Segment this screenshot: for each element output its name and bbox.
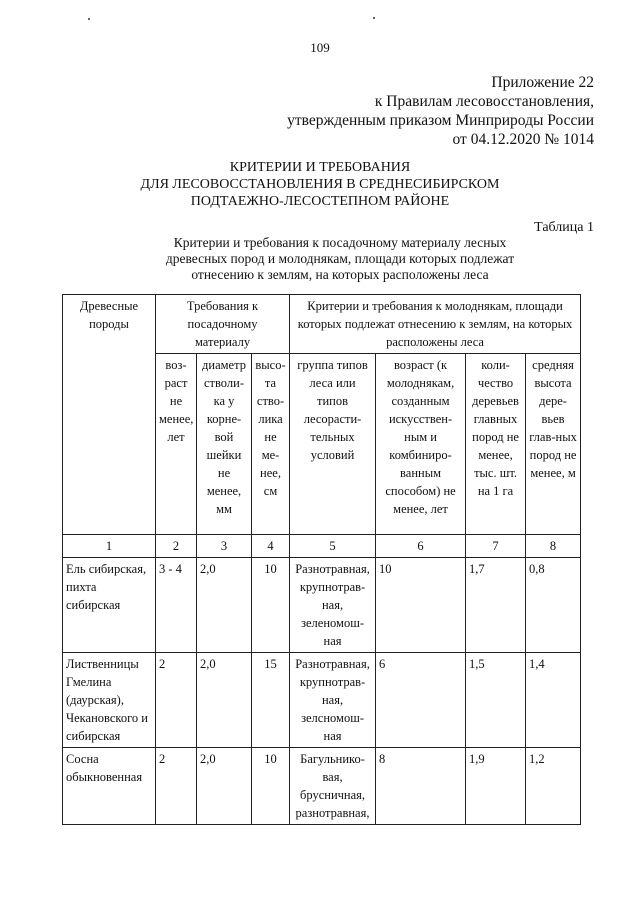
table-label: Таблица 1 bbox=[534, 220, 594, 235]
subheader-average-height: средняя высота дере-вьев глав-ных пород не менее, м bbox=[526, 354, 581, 535]
title-line: ДЛЯ ЛЕСОВОССТАНОВЛЕНИЯ В СРЕДНЕСИБИРСКОМ bbox=[140, 177, 500, 192]
cell-tree-count: 1,5 bbox=[466, 653, 526, 748]
cell-average-height: 0,8 bbox=[526, 558, 581, 653]
column-number: 4 bbox=[252, 535, 290, 558]
table-header-row bbox=[63, 295, 581, 354]
cell-height: 10 bbox=[252, 558, 290, 653]
cell-forest-type: Разнотравная, крупнотрав-ная, зеленомош-ная bbox=[290, 558, 376, 653]
subheader-diameter: диаметр стволи-ка у корне-вой шейки не менее, мм bbox=[197, 354, 252, 535]
appendix-line: к Правилам лесовосстановления, bbox=[374, 93, 594, 110]
header-young-stands: Критерии и требования к молоднякам, площади которых подлежат отнесению к землям, на которых расположены леса bbox=[290, 295, 581, 354]
table-row bbox=[63, 748, 581, 825]
cell-species: Сосна обыкновенная bbox=[63, 748, 156, 825]
column-number: 7 bbox=[466, 535, 526, 558]
scan-speck bbox=[373, 17, 375, 19]
subheader-tree-count: коли-чество деревьев главных пород не менее, тыс. шт. на 1 га bbox=[466, 354, 526, 535]
cell-height: 10 bbox=[252, 748, 290, 825]
criteria-table bbox=[62, 294, 581, 825]
appendix-line: от 04.12.2020 № 1014 bbox=[452, 131, 594, 148]
table-row bbox=[63, 558, 581, 653]
scan-speck bbox=[88, 18, 90, 20]
caption-line: древесных пород и молоднякам, площади которых подлежат bbox=[165, 251, 515, 266]
column-number: 3 bbox=[197, 535, 252, 558]
cell-diameter: 2,0 bbox=[197, 748, 252, 825]
appendix-reference bbox=[287, 73, 594, 149]
subheader-young-age: возраст (к молоднякам, созданным искусствен-ным и комбиниро-ванным способом) не менее, лет bbox=[376, 354, 466, 535]
cell-young-age: 8 bbox=[376, 748, 466, 825]
cell-height: 15 bbox=[252, 653, 290, 748]
cell-tree-count: 1,9 bbox=[466, 748, 526, 825]
cell-diameter: 2,0 bbox=[197, 653, 252, 748]
cell-average-height: 1,2 bbox=[526, 748, 581, 825]
table-row bbox=[63, 653, 581, 748]
cell-species: Ель сибирская, пихта сибирская bbox=[63, 558, 156, 653]
column-number-row bbox=[63, 535, 581, 558]
subheader-forest-type: группа типов леса или типов лесорасти-тельных условий bbox=[290, 354, 376, 535]
column-number: 2 bbox=[156, 535, 197, 558]
cell-forest-type: Разнотравная, крупнотрав-ная, зелсномош-ная bbox=[290, 653, 376, 748]
cell-forest-type: Багульнико-вая, брусничная, разнотравная, bbox=[290, 748, 376, 825]
column-number: 5 bbox=[290, 535, 376, 558]
cell-average-height: 1,4 bbox=[526, 653, 581, 748]
page-number: 109 bbox=[310, 40, 330, 55]
header-planting-material: Требования к посадочному материалу bbox=[156, 295, 290, 354]
cell-age: 2 bbox=[156, 653, 197, 748]
column-number: 8 bbox=[526, 535, 581, 558]
subheader-age: воз-раст не менее, лет bbox=[156, 354, 197, 535]
appendix-line: утвержденным приказом Минприроды России bbox=[287, 112, 594, 129]
cell-diameter: 2,0 bbox=[197, 558, 252, 653]
column-number: 1 bbox=[63, 535, 156, 558]
cell-age: 3 - 4 bbox=[156, 558, 197, 653]
caption-line: отнесению к землям, на которых расположены леса bbox=[191, 267, 489, 282]
cell-tree-count: 1,7 bbox=[466, 558, 526, 653]
appendix-line: Приложение 22 bbox=[491, 74, 594, 91]
document-title bbox=[0, 159, 640, 210]
cell-young-age: 6 bbox=[376, 653, 466, 748]
title-line: КРИТЕРИИ И ТРЕБОВАНИЯ bbox=[229, 160, 411, 175]
header-species: Древесные породы bbox=[63, 295, 156, 535]
title-line: ПОДТАЕЖНО-ЛЕСОСТЕПНОМ РАЙОНЕ bbox=[190, 194, 450, 209]
subheader-height: высо-та ство-лика не ме-нее, см bbox=[252, 354, 290, 535]
table-caption bbox=[0, 235, 640, 283]
cell-species: Лиственницы Гмелина (даурская), Чекановского и сибирская bbox=[63, 653, 156, 748]
caption-line: Критерии и требования к посадочному материалу лесных bbox=[173, 235, 507, 250]
cell-young-age: 10 bbox=[376, 558, 466, 653]
column-number: 6 bbox=[376, 535, 466, 558]
cell-age: 2 bbox=[156, 748, 197, 825]
